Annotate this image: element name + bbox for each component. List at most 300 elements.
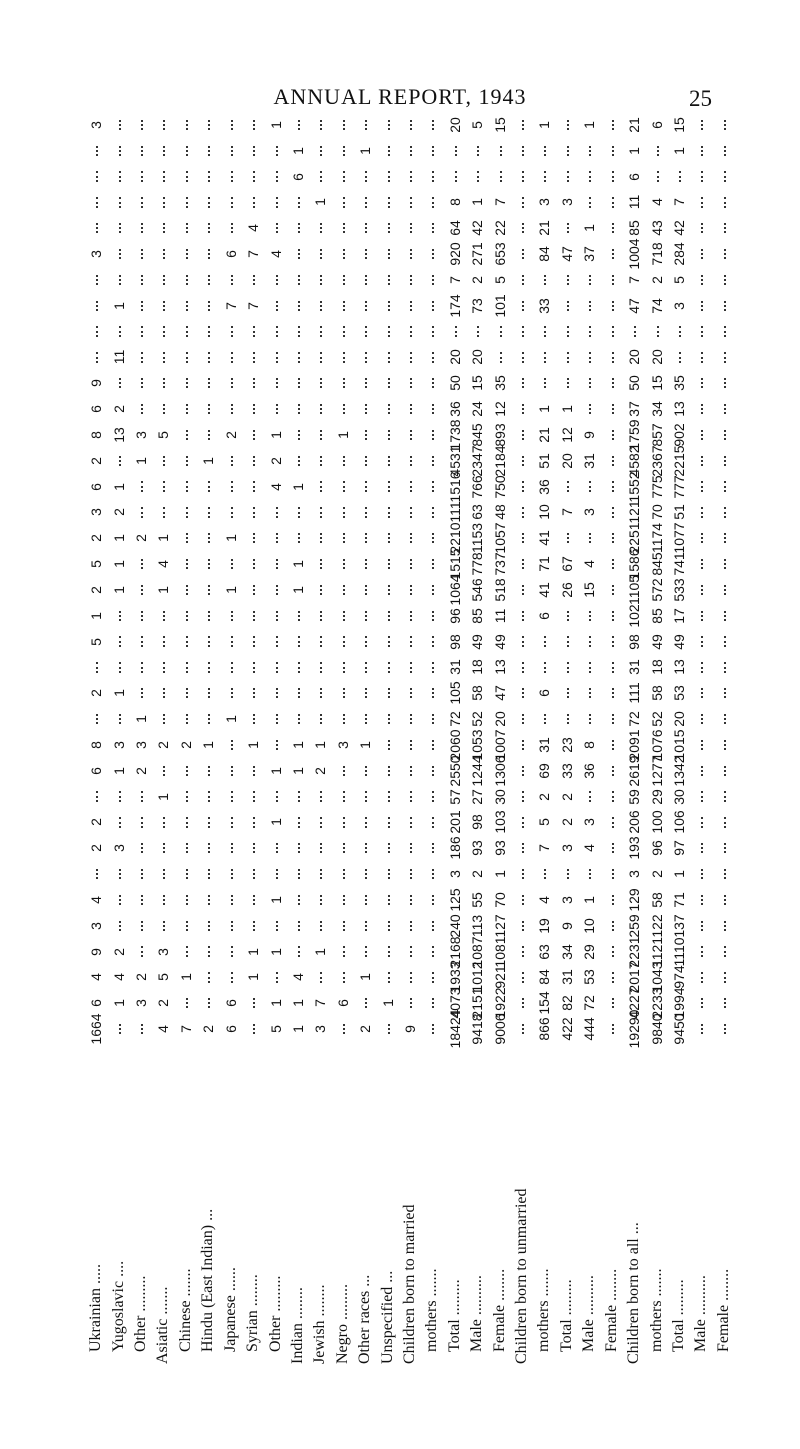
leader-dots [388,766,392,776]
row-label [376,1052,398,1382]
leader-dots [365,611,369,621]
leader-dots [119,146,123,156]
table-cell: 1 [133,456,150,465]
leader-dots [298,197,302,207]
table-cell: 2 [357,1025,374,1033]
leader-dots [141,120,145,130]
leader-dots [163,223,167,233]
leader-dots [612,533,616,543]
table-row [309,112,331,1382]
leader-dots [724,456,728,466]
leader-dots [701,559,705,569]
table-cell: 1076 [648,729,665,761]
table-cell: 1087 [469,936,486,968]
leader-dots [724,817,728,827]
leader-dots [343,895,347,905]
leader-dots [163,326,167,336]
leader-dots [343,378,347,388]
leader-dots [186,507,190,517]
table-cell: 9450 [670,1013,687,1045]
leader-dots [388,456,392,466]
leader-dots [522,611,526,621]
leader-dots [612,223,616,233]
leader-dots [208,662,212,672]
leader-dots [298,921,302,931]
leader-dots [163,481,167,491]
table-cell: 72 [446,711,463,727]
leader-dots [410,817,414,827]
leader-dots [163,171,167,181]
table-cell: 444 [581,1017,598,1041]
table-cell: 9840 [648,1013,665,1045]
table-cell: 29 [648,788,665,805]
table-cell: 1922 [491,987,508,1019]
table-cell: 2 [558,818,575,827]
leader-dots [388,611,392,621]
table-cell: 2 [648,870,665,878]
table-cell: 111 [626,682,643,704]
leader-dots [343,946,347,956]
leader-dots [612,998,616,1008]
leader-dots [388,921,392,931]
leader-dots [231,481,235,491]
leader-dots [432,714,436,724]
leader-dots [163,636,167,646]
leader-dots [701,404,705,414]
table-cell: 122 [648,914,665,938]
table-cell: 3 [626,870,643,878]
table-cell: 9 [401,1025,418,1033]
leader-dots [208,843,212,853]
table-cell: 2 [267,456,284,465]
leader-dots [365,998,369,1008]
row-label [556,1052,578,1382]
table-cell: 1 [581,896,598,904]
table-cell: 1 [289,766,306,775]
table-cell: 737 [491,552,508,576]
leader-dots [701,146,705,156]
table-cell: 53 [670,685,687,702]
table-cell: 127 [491,914,508,938]
table-row [242,112,264,1382]
table-cell: 1 [289,586,306,594]
table-cell: 1 [155,586,172,594]
table-cell: 36 [581,762,598,779]
row-label-text: Yugoslavic .... [109,1260,127,1352]
leader-dots [410,921,414,931]
table-cell: 67 [558,556,575,572]
table-cell: 778 [469,552,486,576]
table-row [623,112,645,1382]
leader-dots [388,688,392,698]
table-row [444,112,466,1382]
table-cell: 47 [491,685,508,702]
leader-dots [432,688,436,698]
leader-dots [119,636,123,646]
leader-dots [119,714,123,724]
leader-dots [477,171,481,181]
page-title: ANNUAL REPORT, 1943 [273,84,527,109]
leader-dots [231,507,235,517]
leader-dots [343,766,347,776]
leader-dots [701,456,705,466]
table-cell: 49 [469,633,486,650]
table-cell: 2 [110,405,127,413]
leader-dots [298,430,302,440]
table-cell: 546 [469,578,486,602]
leader-dots [388,481,392,491]
table-cell: 22 [491,220,508,237]
leader-dots [276,275,280,285]
leader-dots [186,817,190,827]
leader-dots [186,171,190,181]
leader-dots [298,791,302,801]
table-cell: 7 [558,508,575,517]
table-cell: 3 [581,818,598,827]
leader-dots [701,275,705,285]
table-cell: 533 [670,578,687,602]
leader-dots [320,378,324,388]
leader-dots [298,611,302,621]
leader-dots [231,120,235,130]
leader-dots [522,946,526,956]
table-cell: 8 [88,741,105,749]
leader-dots [612,921,616,931]
leader-dots [343,688,347,698]
table-cell: 4 [581,844,598,853]
table-cell: 1012 [469,961,486,993]
leader-dots [567,223,571,233]
leader-dots [365,378,369,388]
row-label [197,1052,219,1382]
table-cell: 20 [446,349,463,366]
leader-dots [343,843,347,853]
leader-dots [522,223,526,233]
leader-dots [298,120,302,130]
leader-dots [544,378,548,388]
table-cell: 1 [110,560,127,568]
leader-dots [432,585,436,595]
table-row [197,112,219,1382]
leader-dots [186,197,190,207]
leader-dots [253,481,257,491]
table-cell: 7 [446,276,463,284]
table-cell: 4 [155,1025,172,1033]
leader-dots [612,740,616,750]
table-row [466,112,488,1382]
leader-dots [186,481,190,491]
leader-dots [612,688,616,698]
leader-dots [320,817,324,827]
leader-dots [410,533,414,543]
leader-dots [724,533,728,543]
table-cell: 240 [446,914,463,938]
leader-dots [343,404,347,414]
table-cell: 51 [536,452,553,469]
leader-dots [544,636,548,646]
leader-dots [231,456,235,466]
table-row [152,112,174,1382]
table-cell: 1 [222,534,239,543]
table-row [376,112,398,1382]
table-cell: 11 [491,608,508,624]
table-row [645,112,667,1382]
table-cell: 1105 [626,574,643,605]
table-row [690,112,712,1382]
table-cell: 2184 [491,445,508,477]
leader-dots [186,456,190,466]
table-cell: 1516 [446,471,463,503]
table-cell: 1053 [469,729,486,761]
leader-dots [343,326,347,336]
table-cell: 20 [469,349,486,366]
leader-dots [208,378,212,388]
leader-dots [432,817,436,827]
leader-dots [163,404,167,414]
leader-dots [231,688,235,698]
table-cell: 33 [558,762,575,779]
table-cell: 775 [648,474,665,499]
leader-dots [298,352,302,362]
leader-dots [343,533,347,543]
leader-dots [432,301,436,311]
table-row [668,112,690,1382]
table-cell: 3 [133,431,150,439]
leader-dots [231,972,235,982]
leader-dots [567,662,571,672]
table-cell: 2233 [648,987,665,1019]
leader-dots [163,895,167,905]
leader-dots [320,507,324,517]
row-label [219,1052,241,1382]
row-label-text: Asiatic ....... [154,1286,172,1364]
table-cell: 52 [648,711,665,727]
row-label [601,1052,623,1382]
table-cell: 271 [469,242,486,266]
row-label-text: Other ......... [132,1275,150,1352]
table-cell: 1 [670,870,687,878]
leader-dots [276,507,280,517]
table-cell: 26 [558,582,575,598]
table-cell: 97 [670,840,687,857]
leader-dots [253,714,257,724]
leader-dots [320,249,324,259]
table-cell: 1 [289,741,306,749]
leader-dots [298,301,302,311]
leader-dots [500,171,504,181]
table-cell: 49 [491,633,508,650]
leader-dots [320,352,324,362]
table-cell: 7 [536,844,553,853]
table-cell: 4227 [626,987,643,1019]
table-cell: 1081 [491,936,508,968]
leader-dots [231,326,235,336]
leader-dots [298,869,302,879]
table-cell: 2 [558,792,575,801]
leader-dots [500,326,504,336]
leader-dots [186,146,190,156]
table-row [601,112,623,1382]
leader-dots [410,662,414,672]
leader-dots [141,1024,145,1034]
leader-dots [612,197,616,207]
table-cell: 6 [88,766,105,775]
leader-dots [186,249,190,259]
leader-dots [298,636,302,646]
table-cell: 259 [626,914,643,938]
leader-dots [612,171,616,181]
leader-dots [432,404,436,414]
leader-dots [522,585,526,595]
leader-dots [544,171,548,181]
table-cell: 2215 [670,445,687,477]
table-cell: 5 [155,431,172,439]
table-cell: 4 [267,482,284,491]
leader-dots [343,249,347,259]
leader-dots [589,275,593,285]
leader-dots [612,843,616,853]
leader-dots [388,636,392,646]
leader-dots [410,972,414,982]
leader-dots [388,275,392,285]
table-cell: 518 [491,578,508,602]
table-cell: 42 [469,220,486,237]
leader-dots [208,585,212,595]
leader-dots [231,921,235,931]
table-cell: 59 [626,788,643,805]
leader-dots [522,301,526,311]
leader-dots [701,611,705,621]
leader-dots [186,714,190,724]
leader-dots [141,301,145,311]
leader-dots [253,688,257,698]
leader-dots [388,171,392,181]
leader-dots [186,275,190,285]
leader-dots [208,146,212,156]
page-header [0,60,800,120]
table-cell: 3 [558,844,575,853]
table-cell: 1 [245,741,262,749]
table-cell: 96 [648,840,665,857]
table-cell: 24 [469,401,486,417]
table-cell: 1043 [648,961,665,993]
leader-dots [298,688,302,698]
leader-dots [96,301,100,311]
leader-dots [724,301,728,311]
table-row [511,112,533,1382]
leader-dots [320,301,324,311]
row-label-text: mothers ....... [647,1268,665,1352]
table-cell: 1 [469,198,486,207]
leader-dots [612,430,616,440]
leader-dots [141,791,145,801]
table-cell: 1 [558,405,575,413]
leader-dots [343,636,347,646]
leader-dots [320,146,324,156]
leader-dots [208,430,212,440]
leader-dots [231,766,235,776]
leader-dots [276,378,280,388]
row-label-text: Jewish ........ [311,1284,329,1364]
leader-dots [253,766,257,776]
leader-dots [522,662,526,672]
leader-dots [208,120,212,130]
leader-dots [186,533,190,543]
table-cell: 1 [267,818,284,827]
leader-dots [343,120,347,130]
leader-dots [119,197,123,207]
leader-dots [186,662,190,672]
row-label-text: Unspecified ... [378,1270,396,1364]
leader-dots [410,171,414,181]
leader-dots [208,171,212,181]
leader-dots [410,197,414,207]
leader-dots [701,921,705,931]
table-cell: 6 [626,172,643,181]
leader-dots [208,404,212,414]
table-cell: 31 [581,452,598,469]
table-cell: 6 [222,999,239,1008]
leader-dots [96,171,100,181]
leader-dots [298,817,302,827]
leader-dots [522,326,526,336]
table-cell: 3 [88,250,105,258]
leader-dots [320,275,324,285]
leader-dots [388,249,392,259]
table-cell: 18 [469,659,486,676]
leader-dots [186,766,190,776]
leader-dots [724,352,728,362]
row-label [287,1052,309,1382]
leader-dots [276,146,280,156]
leader-dots [388,559,392,569]
table-cell: 4 [648,198,665,207]
leader-dots [276,688,280,698]
leader-dots [343,1024,347,1034]
table-cell: 1 [334,431,351,439]
table-cell: 33 [536,297,553,314]
leader-dots [208,197,212,207]
leader-dots [276,869,280,879]
table-cell: 2168 [446,936,463,968]
table-cell: 31 [558,969,575,986]
table-cell: 9006 [491,1013,508,1045]
table-cell: 10 [581,917,598,934]
leader-dots [612,791,616,801]
table-cell: 1 [110,534,127,543]
leader-dots [141,662,145,672]
leader-dots [388,223,392,233]
leader-dots [365,197,369,207]
leader-dots [253,456,257,466]
leader-dots [522,171,526,181]
table-cell: 1153 [469,523,486,554]
leader-dots [388,740,392,750]
leader-dots [276,714,280,724]
table-cell: 7 [222,301,239,310]
leader-dots [724,946,728,956]
table-cell: 9418 [469,1013,486,1045]
leader-dots [298,662,302,672]
row-label [332,1052,354,1382]
leader-dots [186,378,190,388]
leader-dots [724,507,728,517]
leader-dots [163,352,167,362]
table-cell: 2151 [469,987,486,1019]
table-row [219,112,241,1382]
table-cell: 1 [110,999,127,1008]
leader-dots [231,662,235,672]
